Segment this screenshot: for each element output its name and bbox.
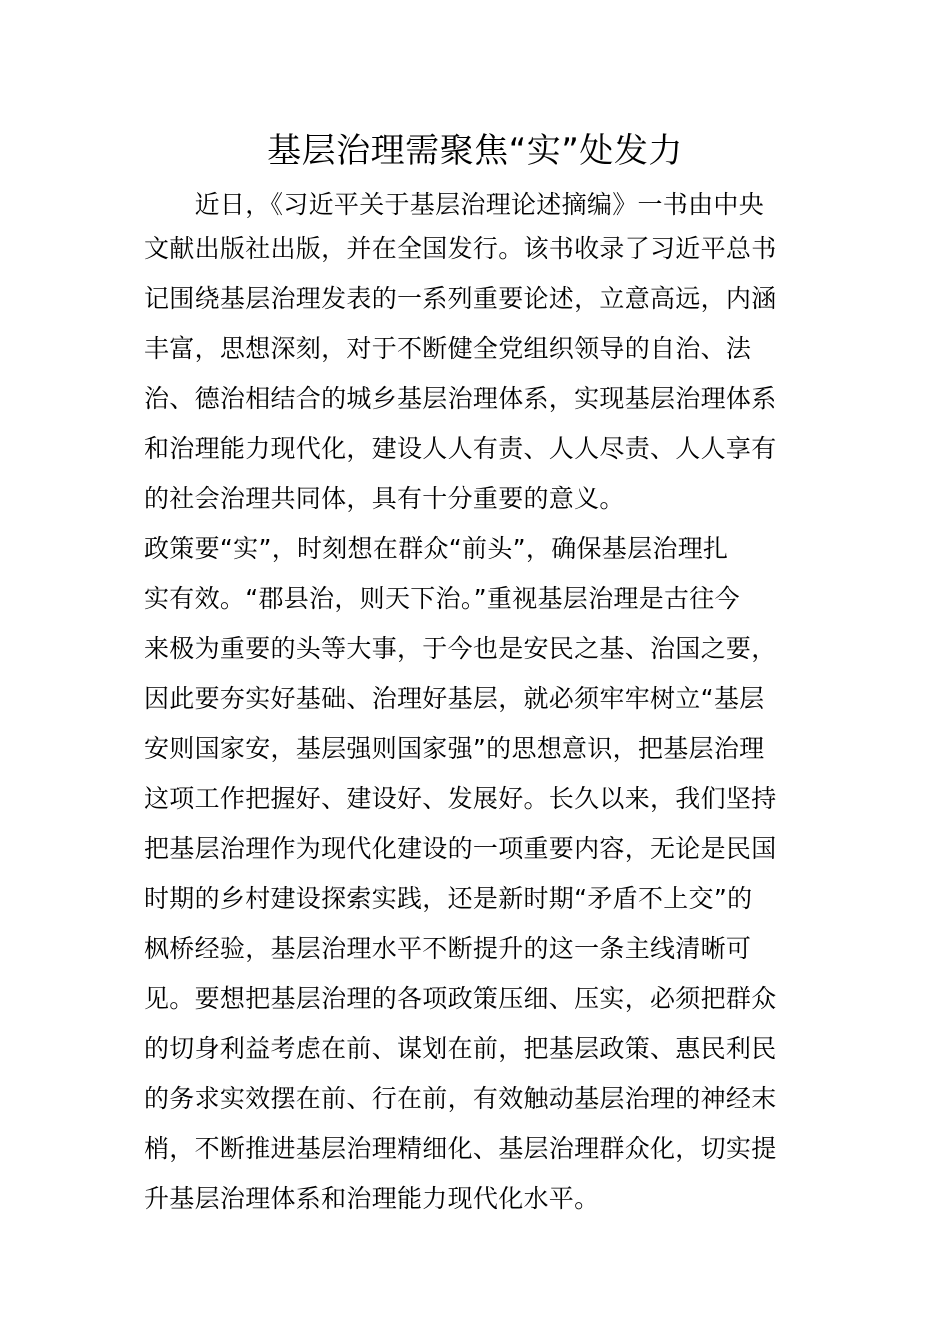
- body-line: 来极为重要的头等大事，于今也是安民之基、治国之要，: [144, 634, 777, 663]
- body-line: 记围绕基层治理发表的一系列重要论述，立意高远，内涵: [144, 284, 777, 313]
- body-line: 政策要“实”，时刻想在群众“前头”，确保基层治理扎: [144, 534, 729, 563]
- body-line: 丰富，思想深刻，对于不断健全党组织领导的自治、法: [144, 334, 752, 363]
- body-line: 这项工作把握好、建设好、发展好。长久以来，我们坚持: [144, 784, 777, 813]
- body-line: 见。要想把基层治理的各项政策压细、压实，必须把群众: [144, 984, 777, 1013]
- body-line: 近日，《习近平关于基层治理论述摘编》一书由中央: [144, 190, 765, 219]
- body-line: 治、德治相结合的城乡基层治理体系，实现基层治理体系: [144, 384, 777, 413]
- body-line: 的社会治理共同体，具有十分重要的意义。: [144, 484, 625, 513]
- body-line: 和治理能力现代化，建设人人有责、人人尽责、人人享有: [144, 434, 777, 463]
- document-title: 基层治理需聚焦“实”处发力: [267, 131, 683, 171]
- body-line: 升基层治理体系和治理能力现代化水平。: [144, 1184, 600, 1213]
- body-line: 的务求实效摆在前、行在前，有效触动基层治理的神经末: [144, 1084, 777, 1113]
- body-line: 枫桥经验，基层治理水平不断提升的这一条主线清晰可: [144, 934, 752, 963]
- body-line: 的切身利益考虑在前、谋划在前，把基层政策、惠民利民: [144, 1034, 777, 1063]
- body-line: 梢，不断推进基层治理精细化、基层治理群众化，切实提: [144, 1134, 777, 1163]
- body-line: 文献出版社出版，并在全国发行。该书收录了习近平总书: [144, 234, 777, 263]
- body-line: 安则国家安，基层强则国家强”的思想意识，把基层治理: [144, 734, 765, 763]
- body-line: 时期的乡村建设探索实践，还是新时期“矛盾不上交”的: [144, 884, 753, 913]
- body-line: 实有效。“郡县治，则天下治。”重视基层治理是古往今: [144, 584, 740, 613]
- body-line: 把基层治理作为现代化建设的一项重要内容，无论是民国: [144, 834, 777, 863]
- body-line: 因此要夯实好基础、治理好基层，就必须牢牢树立“基层: [144, 684, 765, 713]
